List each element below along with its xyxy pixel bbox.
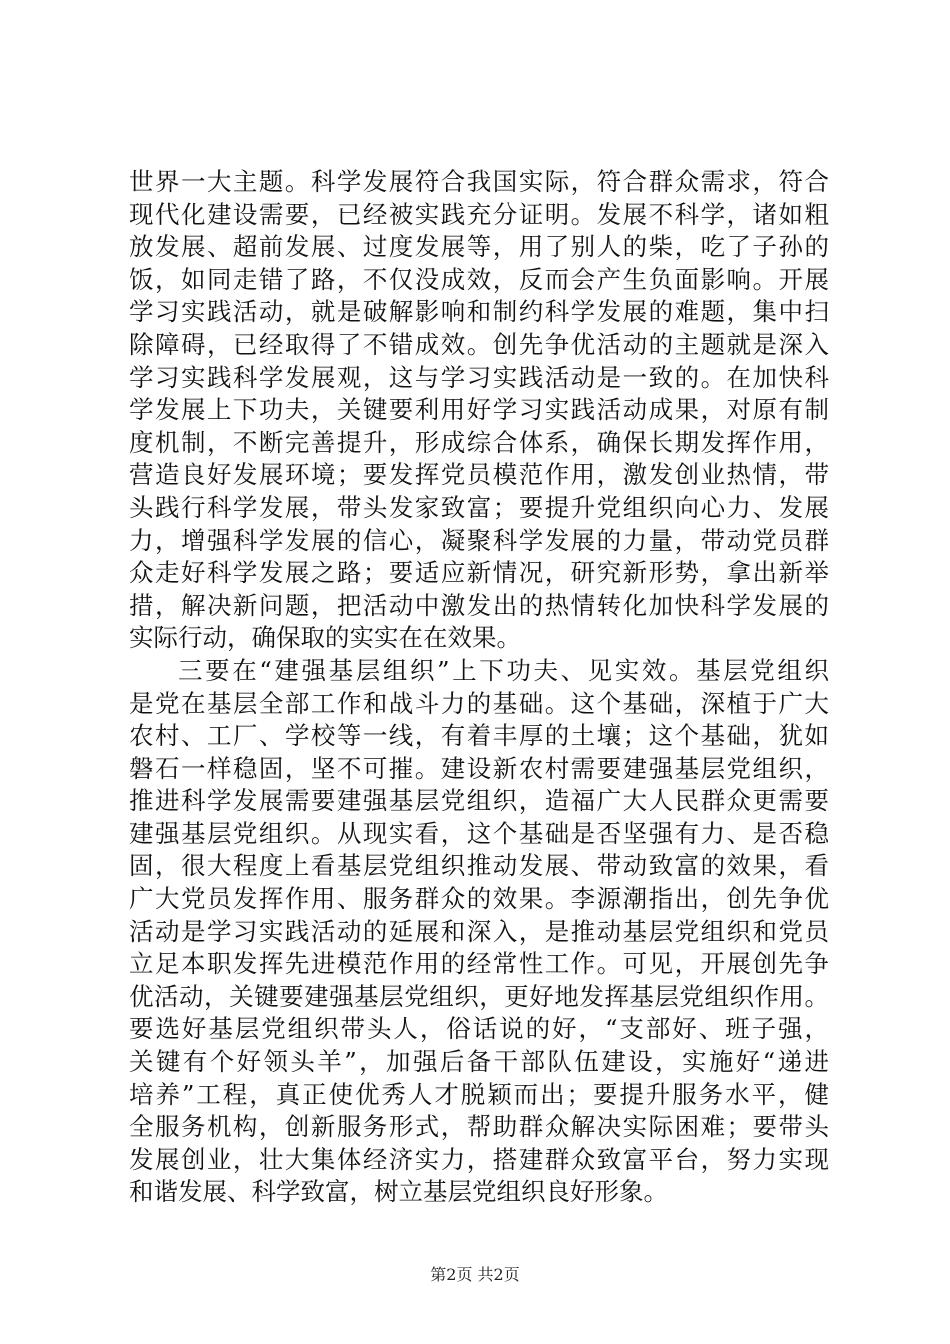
text-line: 和谐发展、科学致富，树立基层党组织良好形象。 xyxy=(129,1177,668,1207)
text-line: 农村、工厂、学校等一线，有着丰厚的土壤；这个基础，犹如 xyxy=(129,721,829,751)
text-line: 头践行科学发展，带头发家致富；要提升党组织向心力、发展 xyxy=(129,492,829,522)
text-line: 学习实践活动，就是破解影响和制约科学发展的难题，集中扫 xyxy=(129,297,829,327)
text-line: 措，解决新问题，把活动中激发出的热情转化加快科学发展的 xyxy=(129,590,829,620)
text-line: 现代化建设需要，已经被实践充分证明。发展不科学，诸如粗 xyxy=(129,199,829,229)
paragraph-start-line: 三要在“建强基层组织”上下功夫、见实效。基层党组织 xyxy=(178,655,829,685)
text-line: 关键有个好领头羊”，加强后备干部队伍建设，实施好“递进 xyxy=(129,1047,829,1077)
text-line: 立足本职发挥先进模范作用的经常性工作。可见，开展创先争 xyxy=(129,949,829,979)
text-line: 建强基层党组织。从现实看，这个基础是否坚强有力、是否稳 xyxy=(129,818,829,848)
text-line: 学习实践科学发展观，这与学习实践活动是一致的。在加快科 xyxy=(129,362,829,392)
text-line: 优活动，关键要建强基层党组织，更好地发挥基层党组织作用。 xyxy=(129,981,829,1011)
text-line: 活动是学习实践活动的延展和深入，是推动基层党组织和党员 xyxy=(129,916,829,946)
text-line: 众走好科学发展之路；要适应新情况，研究新形势，拿出新举 xyxy=(129,558,829,588)
text-line: 营造良好发展环境；要发挥党员模范作用，激发创业热情，带 xyxy=(129,460,829,490)
text-line: 力，增强科学发展的信心，凝聚科学发展的力量，带动党员群 xyxy=(129,525,829,555)
text-line: 广大党员发挥作用、服务群众的效果。李源潮指出，创先争优 xyxy=(129,884,829,914)
text-line: 度机制，不断完善提升，形成综合体系，确保长期发挥作用， xyxy=(129,427,829,457)
text-line: 全服务机构，创新服务形式，帮助群众解决实际困难；要带头 xyxy=(129,1112,829,1142)
text-line: 发展创业，壮大集体经济实力，搭建群众致富平台，努力实现 xyxy=(129,1144,829,1174)
text-line: 世界一大主题。科学发展符合我国实际，符合群众需求，符合 xyxy=(129,167,829,196)
text-line: 学发展上下功夫，关键要利用好学习实践活动成果，对原有制 xyxy=(129,395,829,425)
text-line: 磐石一样稳固，坚不可摧。建设新农村需要建强基层党组织， xyxy=(129,753,829,783)
text-line: 除障碍，已经取得了不错成效。创先争优活动的主题就是深入 xyxy=(129,329,829,359)
page-number-footer: 第2页 共2页 xyxy=(430,1265,520,1284)
text-line: 实际行动，确保取的实实在在效果。 xyxy=(129,623,521,653)
text-line: 是党在基层全部工作和战斗力的基础。这个基础，深植于广大 xyxy=(129,688,829,718)
text-line: 要选好基层党组织带头人，俗话说的好，“支部好、班子强， xyxy=(129,1014,829,1044)
text-line: 培养”工程，真正使优秀人才脱颖而出；要提升服务水平，健 xyxy=(129,1079,829,1109)
text-line: 固，很大程度上看基层党组织推动发展、带动致富的效果，看 xyxy=(129,851,829,881)
body-text xyxy=(129,166,829,1209)
text-line: 放发展、超前发展、过度发展等，用了别人的柴，吃了子孙的 xyxy=(129,232,829,262)
text-line: 推进科学发展需要建强基层党组织，造福广大人民群众更需要 xyxy=(129,786,829,816)
text-line: 饭，如同走错了路，不仅没成效，反而会产生负面影响。开展 xyxy=(129,264,829,294)
